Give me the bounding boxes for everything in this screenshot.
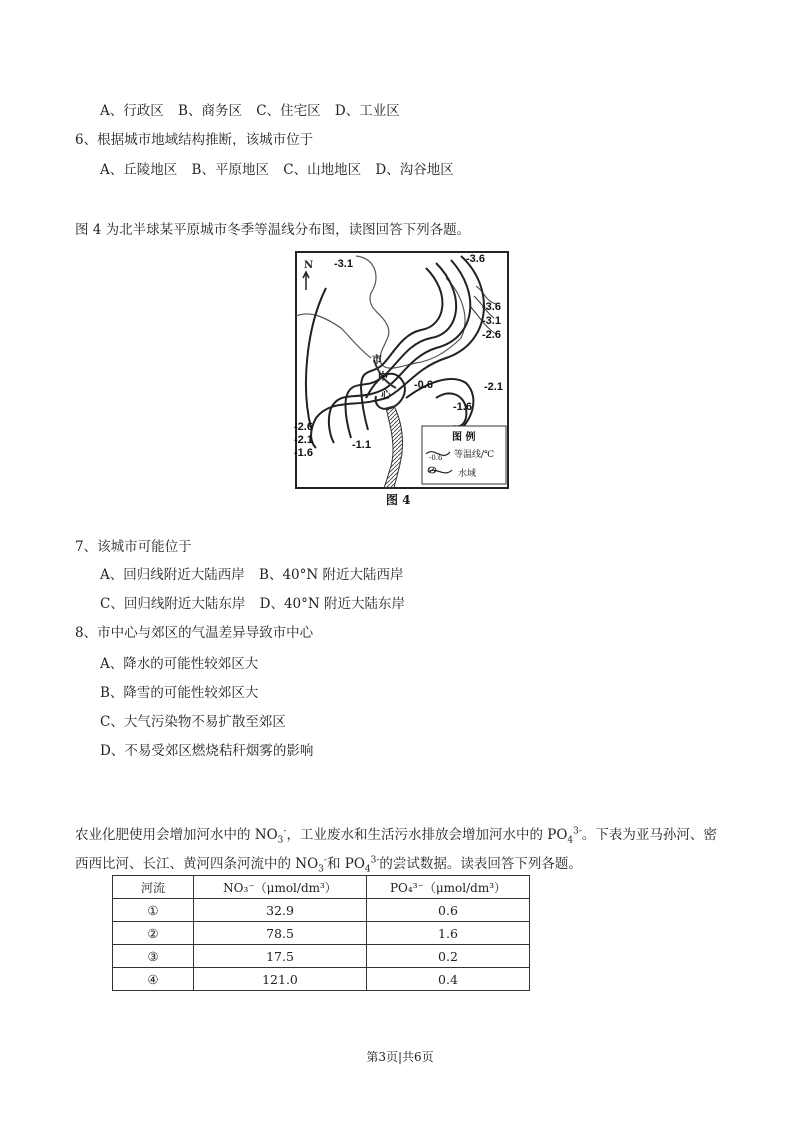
q5-options: [100, 99, 410, 119]
north-label: N: [304, 260, 314, 271]
q8-option-a: A、降水的可能性较郊区大: [100, 656, 259, 672]
q6-options: [100, 158, 464, 178]
q8-option-b: B、降雪的可能性较郊区大: [100, 685, 259, 701]
q6-option-b: B、平原地区: [191, 162, 269, 178]
isotherm-label: -3.6: [466, 253, 485, 265]
q7-option-a: A、回归线附近大陆西岸: [100, 567, 245, 583]
q5-option-a: A、行政区: [100, 103, 164, 119]
table-cell: 121.0: [194, 968, 367, 991]
isotherm-label: -0.6: [414, 379, 433, 391]
q6-stem: 6、根据城市地域结构推断，该城市位于: [75, 132, 314, 148]
legend-isotherm-label: 等温线/℃: [454, 450, 495, 460]
isotherm-map-figure: [286, 248, 514, 510]
q6-option-c: C、山地地区: [283, 162, 362, 178]
table-row: [113, 899, 530, 922]
table-cell: 32.9: [194, 899, 367, 922]
isotherm-map: [286, 248, 514, 510]
table-row: [113, 945, 530, 968]
isotherm-label: -2.1: [484, 381, 503, 393]
q7-options-line2: [100, 592, 415, 612]
intro-table-line1: 农业化肥使用会增加河水中的 $NO_3^-$，工业废水和生活污水排放会增加河水中的 $PO_4^{3-}$。下表为亚马孙河、密: [75, 826, 717, 846]
city-center-char: 心: [381, 390, 391, 401]
table-row: [113, 968, 530, 991]
isotherm-label: -3.1: [482, 315, 501, 327]
table-cell: 78.5: [194, 922, 367, 945]
isotherm-label: -1.6: [453, 401, 472, 413]
city-center-char: 市: [372, 355, 382, 366]
q7-options-line1: [100, 563, 414, 583]
table-cell: 0.2: [367, 945, 530, 968]
legend-water-label: 水域: [458, 469, 477, 479]
table-cell: ④: [113, 968, 194, 991]
table-cell: ①: [113, 899, 194, 922]
table-header: NO₃⁻（μmol/dm³）: [194, 876, 367, 899]
north-arrow-icon: [303, 272, 309, 290]
q6-option-d: D、沟谷地区: [375, 162, 454, 178]
table-cell: 17.5: [194, 945, 367, 968]
table-cell: 0.4: [367, 968, 530, 991]
table-cell: ③: [113, 945, 194, 968]
table-cell: 0.6: [367, 899, 530, 922]
isotherm-label: -2.1: [294, 434, 313, 446]
isotherm-label: -2.6: [294, 421, 313, 433]
q8-option-c: C、大气污染物不易扩散至郊区: [100, 714, 286, 730]
q6-option-a: A、丘陵地区: [100, 162, 178, 178]
isotherm-line: [306, 288, 326, 428]
q5-option-b: B、商务区: [178, 103, 242, 119]
isotherm-line: [329, 260, 470, 443]
legend-title: 图 例: [452, 432, 476, 443]
table-cell: ②: [113, 922, 194, 945]
isotherm-label: -3.6: [482, 301, 501, 313]
isotherm-label: -2.6: [482, 329, 501, 341]
river-data-table: [112, 875, 530, 991]
table-header: 河流: [113, 876, 194, 899]
q8-option-d: D、不易受郊区燃烧秸秆烟雾的影响: [100, 743, 314, 759]
isotherm-line: [361, 268, 442, 430]
intro-table-line2: 西西比河、长江、黄河四条河流中的 $NO_3^-$和 $PO_4^{3-}$的尝试数据。读表回答下列各题。: [75, 855, 582, 875]
isotherm-label: -1.6: [294, 447, 313, 459]
city-boundary: [356, 256, 465, 368]
legend-isotherm-value: -0.6: [429, 454, 443, 462]
q5-option-d: D、工业区: [334, 103, 400, 119]
city-center-char: 中: [378, 372, 388, 383]
isotherm-label: -3.1: [334, 258, 353, 270]
isotherm-label: -1.1: [352, 439, 371, 451]
table-row: [113, 922, 530, 945]
q8-stem: 8、市中心与郊区的气温差异导致市中心: [75, 625, 314, 641]
q7-option-d: D、40°N 附近大陆东岸: [259, 596, 405, 612]
table-header: PO₄³⁻（μmol/dm³）: [367, 876, 530, 899]
q5-option-c: C、住宅区: [256, 103, 321, 119]
river-water: [384, 406, 403, 488]
q7-option-c: C、回归线附近大陆东岸: [100, 596, 246, 612]
intro-figure-4: 图 4 为北半球某平原城市冬季等温线分布图，读图回答下列各题。: [75, 222, 471, 238]
q7-stem: 7、该城市可能位于: [75, 539, 192, 555]
figure-caption: 图 4: [386, 493, 411, 507]
table-header-row: [113, 876, 530, 899]
table-cell: 1.6: [367, 922, 530, 945]
q7-option-b: B、40°N 附近大陆西岸: [259, 567, 404, 583]
page-footer: 第3页|共6页: [366, 1050, 434, 1064]
